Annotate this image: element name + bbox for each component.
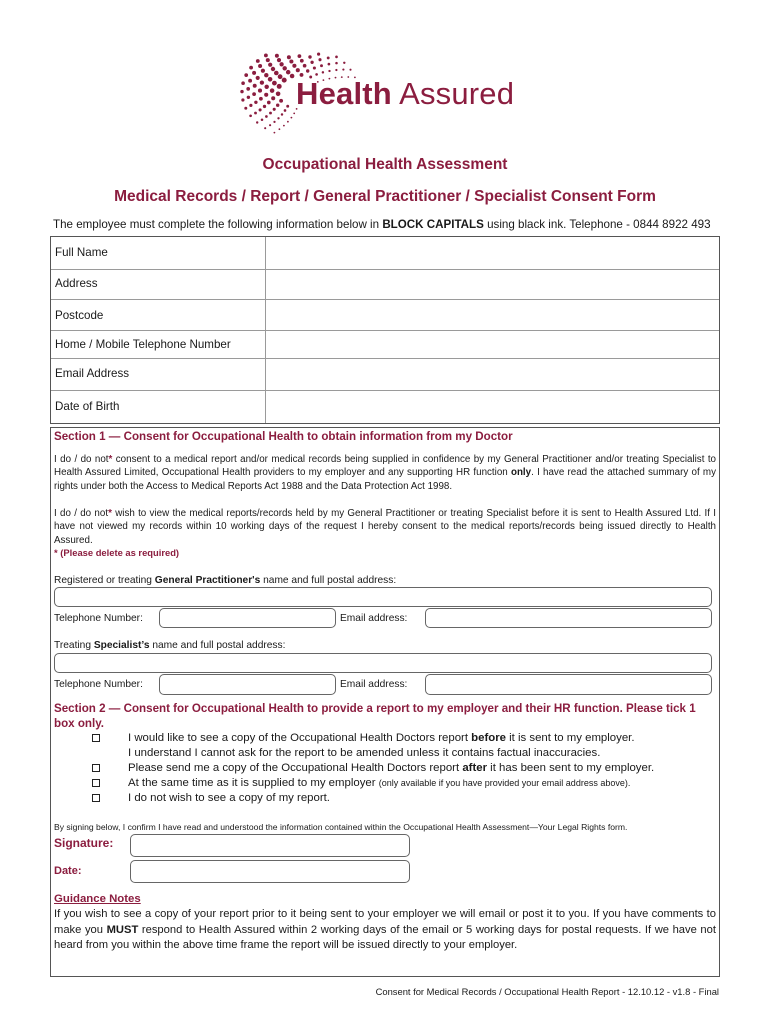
logo-dot <box>264 53 268 57</box>
logo-dot <box>273 121 275 123</box>
logo-dot <box>291 117 293 119</box>
logo-dot <box>241 98 244 101</box>
logo-dot <box>286 105 289 108</box>
telephone-label: Home / Mobile Telephone Number <box>55 338 231 351</box>
logo-dot <box>289 59 293 63</box>
logo-dot <box>267 101 271 105</box>
logo-dot <box>269 124 271 126</box>
section1-paragraph1: I do / do not* consent to a medical report and/or medical records being supplied in confidence by my General Practitioner and/or treating Specialist to Health Assured Limited, Occupational Health providers to my employer and any supporting HR function only. I have read the attached summary of my rights under both the Access to Medical Reports Act 1988 and the Data Protection Act 1998. <box>54 454 717 492</box>
option-no-copy-label: I do not wish to see a copy of my report. <box>128 792 330 804</box>
logo-dot <box>258 89 262 93</box>
address-label: Address <box>55 277 98 290</box>
logo-dot <box>303 64 307 68</box>
logo-dot <box>241 81 245 85</box>
section2-heading: Section 2 — Consent for Occupational Health to provide a report to my employer and their HR function. Please tick 1 box only. <box>54 702 696 730</box>
logo-dot <box>256 121 258 123</box>
logo-dot <box>287 55 291 59</box>
specialist-email-label: Email address: <box>340 679 408 690</box>
option-before-label: I would like to see a copy of the Occupational Health Doctors report before it is sent to my employer. <box>128 732 635 744</box>
logo-dot <box>249 104 252 107</box>
email-label: Email Address <box>55 367 130 380</box>
specialist-email-input[interactable] <box>425 674 712 695</box>
dob-field[interactable] <box>265 391 719 423</box>
brand-name: Health Assured <box>296 76 515 111</box>
address-field[interactable] <box>265 270 719 299</box>
logo-dot <box>276 103 279 106</box>
gp-telephone-label: Telephone Number: <box>54 613 143 624</box>
logo-dot <box>293 113 295 115</box>
logo-dot <box>261 69 265 73</box>
logo-dot <box>275 54 279 58</box>
gp-email-label: Email address: <box>340 613 408 624</box>
logo-dot <box>335 62 338 65</box>
gp-address-input[interactable] <box>54 587 712 607</box>
logo-dot <box>259 97 263 101</box>
postcode-field[interactable] <box>265 300 719 330</box>
logo-dot <box>254 112 257 115</box>
logo-dot <box>300 59 304 63</box>
logo-dot <box>279 128 281 130</box>
option-same-time-checkbox[interactable] <box>92 779 100 787</box>
logo-dot <box>308 55 311 58</box>
logo-dot <box>328 70 330 72</box>
logo-dot <box>343 62 345 64</box>
signing-statement: By signing below, I confirm I have read and understood the information contained within the Occupational Health Assessment—Your Legal Rights form. <box>54 822 628 832</box>
option-after-checkbox[interactable] <box>92 764 100 772</box>
logo-dot <box>327 56 330 59</box>
logo-dot <box>286 70 291 75</box>
logo-dot <box>282 78 287 83</box>
specialist-telephone-input[interactable] <box>159 674 336 695</box>
email-field[interactable] <box>265 359 719 390</box>
logo-dot <box>306 69 309 72</box>
logo-dot <box>248 79 252 83</box>
logo-dot <box>349 69 351 71</box>
logo-dot <box>269 112 272 115</box>
logo-dot <box>264 73 268 77</box>
postcode-label: Postcode <box>55 309 104 322</box>
dob-label: Date of Birth <box>55 400 120 413</box>
logo-dot <box>274 132 276 134</box>
logo-dot <box>287 121 289 123</box>
logo-dot <box>279 62 283 66</box>
guidance-heading: Guidance Notes <box>54 893 141 905</box>
logo-dot <box>256 59 260 63</box>
logo-dot <box>335 69 337 71</box>
logo-dot <box>296 68 300 72</box>
gp-telephone-input[interactable] <box>159 608 336 628</box>
logo-dot <box>260 80 264 84</box>
intro-text: The employee must complete the following information below in BLOCK CAPITALS using black ink. Telephone - 0844 8922 493 <box>53 218 711 231</box>
signature-input[interactable] <box>130 834 410 857</box>
gp-email-input[interactable] <box>425 608 712 628</box>
logo-dot <box>335 56 338 59</box>
logo-dot <box>249 114 252 117</box>
full-name-field[interactable] <box>265 237 719 269</box>
logo-dot <box>263 105 266 108</box>
logo-dot <box>266 58 270 62</box>
logo-dot <box>282 66 286 70</box>
logo-dot <box>274 71 279 76</box>
logo-dot <box>265 115 268 118</box>
logo-dot <box>276 92 281 97</box>
logo-dot <box>253 84 257 88</box>
logo-dot <box>273 108 276 111</box>
form-title: Occupational Health Assessment <box>262 156 508 173</box>
logo-dot <box>313 66 316 69</box>
logo-dot <box>244 107 247 110</box>
date-label: Date: <box>54 865 82 877</box>
logo-dot <box>310 61 313 64</box>
gp-address-label: Registered or treating General Practitioner's name and full postal address: <box>54 575 397 586</box>
logo-dot <box>271 96 275 100</box>
logo-dot <box>259 108 262 111</box>
specialist-address-input[interactable] <box>54 653 712 673</box>
logo-dot <box>264 127 266 129</box>
signature-label: Signature: <box>54 836 114 850</box>
guidance-text: If you wish to see a copy of your report prior to it being sent to your employer we will email or post it to you. If you have comments to make you MUST respond to Health Assured within 2 working days of the email or 5 working days for postal requests. If we have not heard from you within the above time frame the report will be issued directly to your employer. <box>54 908 716 952</box>
option-no-copy-checkbox[interactable] <box>92 794 100 802</box>
delete-note: * (Please delete as required) <box>54 547 180 558</box>
section1-paragraph2: I do / do not* wish to view the medical reports/records held by my General Practitioner or treating Specialist before it is sent to Health Assured Ltd. If I have not viewed my records within 10 working days of the request I hereby consent to the medical reports/records being issued directly to Health Assured. <box>54 508 717 546</box>
logo-dot <box>284 109 287 112</box>
form-subtitle: Medical Records / Report / General Practitioner / Specialist Consent Form <box>114 188 656 205</box>
logo-dot <box>258 64 262 68</box>
details-row <box>51 237 719 270</box>
logo-dot <box>342 69 344 71</box>
logo-dot <box>283 125 285 127</box>
details-row <box>51 391 719 423</box>
logo-dot <box>318 58 321 61</box>
details-row <box>51 331 719 359</box>
logo-dot <box>290 74 295 79</box>
footer-version: Consent for Medical Records / Occupational Health Report - 12.10.12 - v1.8 - Final <box>375 986 719 997</box>
logo-dot <box>279 99 283 103</box>
logo-dot <box>270 88 275 93</box>
option-after-label: Please send me a copy of the Occupational Health Doctors report after it has been sent to my employer. <box>128 762 655 774</box>
logo-dot <box>264 93 268 97</box>
details-row <box>51 300 719 331</box>
logo-dot <box>292 64 296 68</box>
logo-dot <box>249 66 253 70</box>
logo-dot <box>277 117 279 119</box>
logo-dot <box>268 63 272 67</box>
date-input[interactable] <box>130 860 410 883</box>
logo-dot <box>278 74 283 79</box>
logo-dot <box>317 53 320 56</box>
section1-heading: Section 1 — Consent for Occupational Health to obtain information from my Doctor <box>54 430 513 443</box>
logo-dot <box>298 54 302 58</box>
specialist-telephone-label: Telephone Number: <box>54 679 143 690</box>
logo-dot <box>247 96 250 99</box>
details-row <box>51 359 719 391</box>
logo-dot <box>254 101 257 104</box>
personal-details-table <box>50 236 720 424</box>
logo-dot <box>252 92 256 96</box>
full-name-label: Full Name <box>55 246 108 259</box>
details-row <box>51 270 719 300</box>
option-same-time-label: At the same time as it is supplied to my employer (only available if you have provided your email address above). <box>128 777 631 789</box>
logo-dot <box>256 76 260 80</box>
logo-dot <box>281 113 283 115</box>
logo-dot <box>277 58 281 62</box>
logo-dot <box>320 64 323 67</box>
logo-dot <box>271 67 275 71</box>
logo-dot <box>261 118 264 121</box>
logo-dot <box>244 73 248 77</box>
option-before-note: I understand I cannot ask for the report to be amended unless it contains factual inaccuracies. <box>128 747 601 759</box>
logo-dot <box>240 90 243 93</box>
logo-dot <box>264 85 268 89</box>
logo-dot <box>246 87 250 91</box>
telephone-field[interactable] <box>265 331 719 358</box>
logo-dot <box>322 71 324 73</box>
logo-dot <box>252 71 256 75</box>
specialist-address-label: Treating Specialist’s name and full postal address: <box>54 640 286 651</box>
logo-dot <box>328 63 331 66</box>
logo-dot <box>268 77 273 82</box>
logo-dot <box>277 84 282 89</box>
logo-dot <box>272 81 277 86</box>
option-before-checkbox[interactable] <box>92 734 100 742</box>
